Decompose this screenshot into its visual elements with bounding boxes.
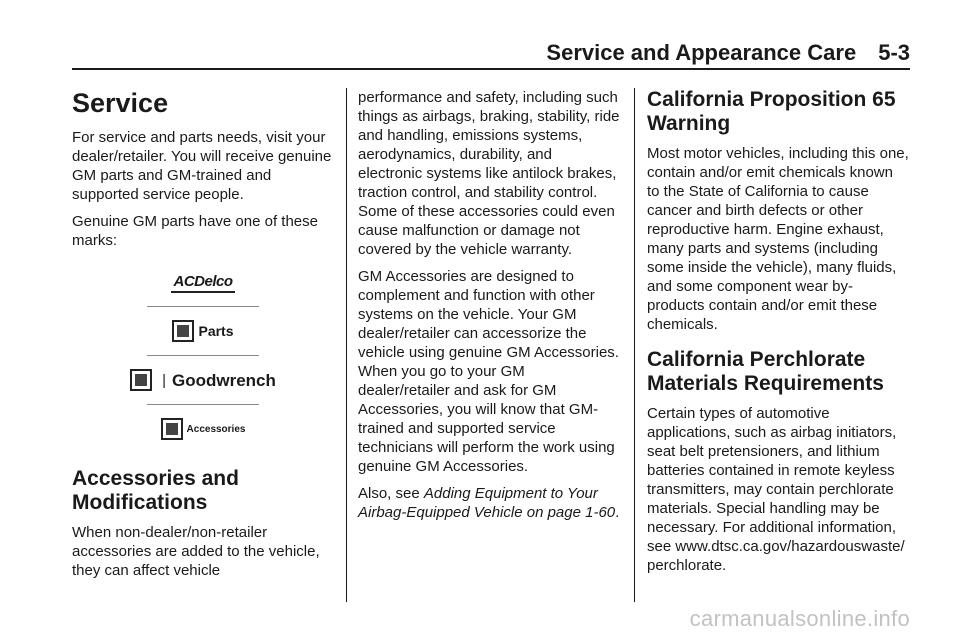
watermark: carmanualsonline.info xyxy=(689,606,910,631)
heading-service: Service xyxy=(72,88,169,118)
paragraph: Also, see Adding Equipment to Your Airbag-Equipped Vehicle on page 1-60. xyxy=(358,485,620,521)
gm-square-icon xyxy=(161,418,183,440)
divider xyxy=(147,404,259,405)
cross-reference-link[interactable]: Adding Equipment to Your Airbag-Equipped Vehicle on page 1-60 xyxy=(358,485,616,521)
heading-accessories: Accessories and Modifications xyxy=(72,467,239,514)
column-3 xyxy=(647,88,909,583)
divider xyxy=(147,355,259,356)
section-title: Service and Appearance Care xyxy=(546,40,857,65)
paragraph: GM Accessories are designed to complement and function with other systems on the vehicle. Your GM dealer/retailer can accessorize the vehicle using genuine GM Accessories. When you go to your GM dealer/retailer and ask for GM Accessories, you will know that GM-trained and supported service technicians will perform the work using genuine GM Accessories. xyxy=(358,268,619,475)
column-divider xyxy=(634,88,635,602)
column-2 xyxy=(358,88,620,530)
paragraph: When non-dealer/non-retailer accessories are added to the vehicle, they can affect vehicle xyxy=(72,524,320,579)
divider xyxy=(147,306,259,307)
gm-parts-logo: Parts xyxy=(118,313,288,349)
heading-perchlorate: California Perchlorate Materials Requirements xyxy=(647,348,884,395)
heading-prop65: California Proposition 65 Warning xyxy=(647,88,896,135)
goodwrench-logo: | Goodwrench xyxy=(118,362,288,398)
page-header xyxy=(72,40,910,70)
gm-accessories-logo: Accessories xyxy=(118,411,288,447)
acdelco-logo: ACDelco xyxy=(118,264,288,300)
paragraph: For service and parts needs, visit your dealer/retailer. You will receive genuine GM parts and GM-trained and supported service people. xyxy=(72,129,332,203)
gm-parts-marks xyxy=(72,264,334,447)
column-divider xyxy=(346,88,347,602)
paragraph: Certain types of automotive applications, such as airbag initiators, seat belt pretensioners, and lithium batteries contained in remote keyless transmitters, may contain perchlorate materials. Special handling may be necessary. For additional information, see www.dtsc.ca.gov/hazardouswaste/ perchlorate. xyxy=(647,405,905,574)
gm-square-icon xyxy=(172,320,194,342)
gm-square-icon xyxy=(130,369,152,391)
column-1 xyxy=(72,88,334,588)
paragraph: Most motor vehicles, including this one, contain and/or emit chemicals known to the State of California to cause cancer and birth defects or other reproductive harm. Engine exhaust, many parts and systems (including some inside the vehicle), many fluids, and some component wear by-products contain and/or emit these chemicals. xyxy=(647,145,909,333)
paragraph: performance and safety, including such things as airbags, braking, stability, ride and handling, emissions systems, aerodynamics, durability, and electronic systems like antilock brakes, traction control, and stability control. Some of these accessories could even cause malfunction or damage not covered by the vehicle warranty. xyxy=(358,89,620,258)
page-number: 5-3 xyxy=(878,40,910,65)
paragraph: Genuine GM parts have one of these marks: xyxy=(72,213,318,249)
